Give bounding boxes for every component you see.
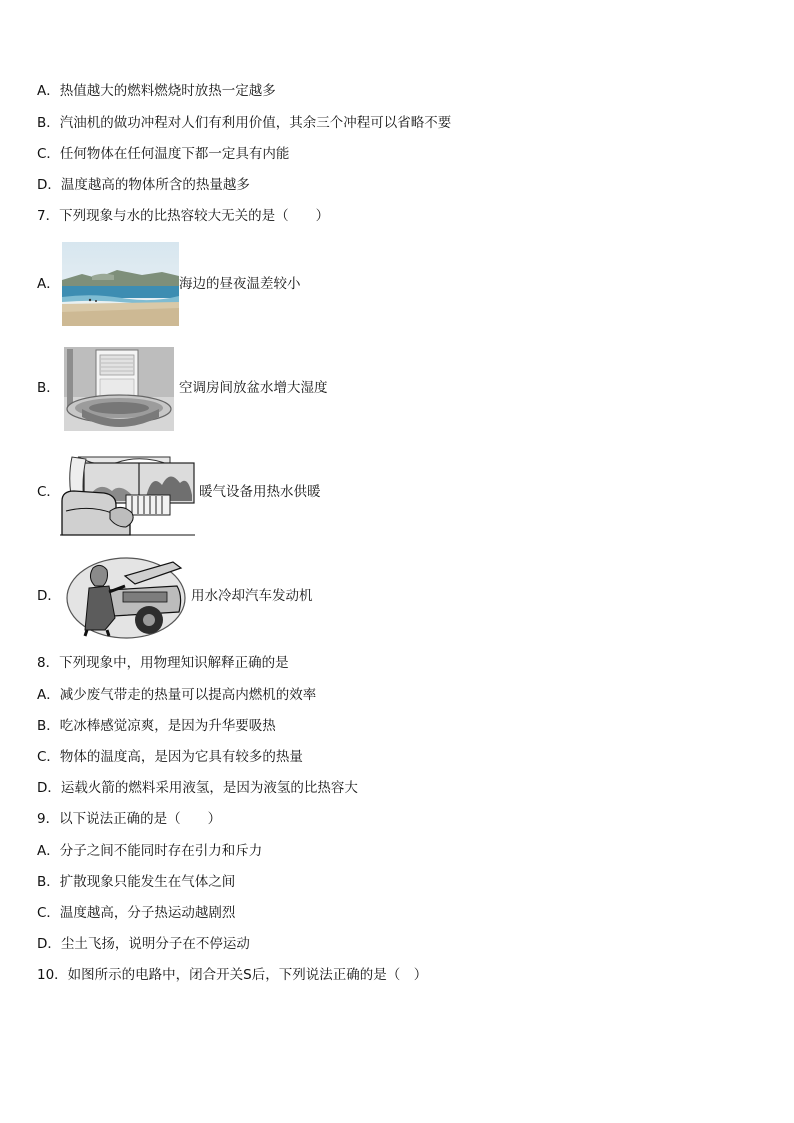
q8-option-a: A．减少废气带走的热量可以提高内燃机的效率 xyxy=(37,687,317,703)
q7-option-d-text: 用水冷却汽车发动机 xyxy=(191,588,313,604)
q10-stem: 10．如图所示的电路中，闭合开关S后，下列说法正确的是（ ） xyxy=(37,967,428,983)
radiator-room-drawing xyxy=(60,455,195,537)
q7-stem: 7．下列现象与水的比热容较大无关的是（ ） xyxy=(37,208,330,224)
q9-option-a: A．分子之间不能同时存在引力和斥力 xyxy=(37,843,263,859)
q7-option-c-text: 暖气设备用热水供暖 xyxy=(199,484,321,500)
q9-option-b: B．扩散现象只能发生在气体之间 xyxy=(37,874,236,890)
q8-option-c: C．物体的温度高，是因为它具有较多的热量 xyxy=(37,749,303,765)
q7-option-b-text: 空调房间放盆水增大湿度 xyxy=(179,380,328,396)
q7-option-d-letter: D． xyxy=(37,588,61,604)
q7-option-c-letter: C． xyxy=(37,484,60,500)
q6-option-d: D．温度越高的物体所含的热量越多 xyxy=(37,177,250,193)
q6-option-b: B．汽油机的做功冲程对人们有利用价值，其余三个冲程可以省略不要 xyxy=(37,115,452,131)
q8-stem: 8．下列现象中，用物理知识解释正确的是 xyxy=(37,655,289,671)
q7-option-b-letter: B． xyxy=(37,380,60,396)
q8-option-b: B．吃冰棒感觉凉爽，是因为升华要吸热 xyxy=(37,718,276,734)
car-engine-drawing xyxy=(65,556,187,640)
q9-stem: 9．以下说法正确的是（ ） xyxy=(37,811,222,827)
q8-option-d: D．运载火箭的燃料采用液氢，是因为液氢的比热容大 xyxy=(37,780,358,796)
q7-option-a-letter: A． xyxy=(37,276,60,292)
q6-option-c: C．任何物体在任何温度下都一定具有内能 xyxy=(37,146,290,162)
air-conditioner-basin-photo xyxy=(64,347,174,431)
q7-option-a-text: 海边的昼夜温差较小 xyxy=(179,276,301,292)
q9-option-d: D．尘土飞扬，说明分子在不停运动 xyxy=(37,936,250,952)
q9-option-c: C．温度越高，分子热运动越剧烈 xyxy=(37,905,236,921)
q6-option-a: A．热值越大的燃料燃烧时放热一定越多 xyxy=(37,83,276,99)
beach-photo xyxy=(62,242,179,326)
